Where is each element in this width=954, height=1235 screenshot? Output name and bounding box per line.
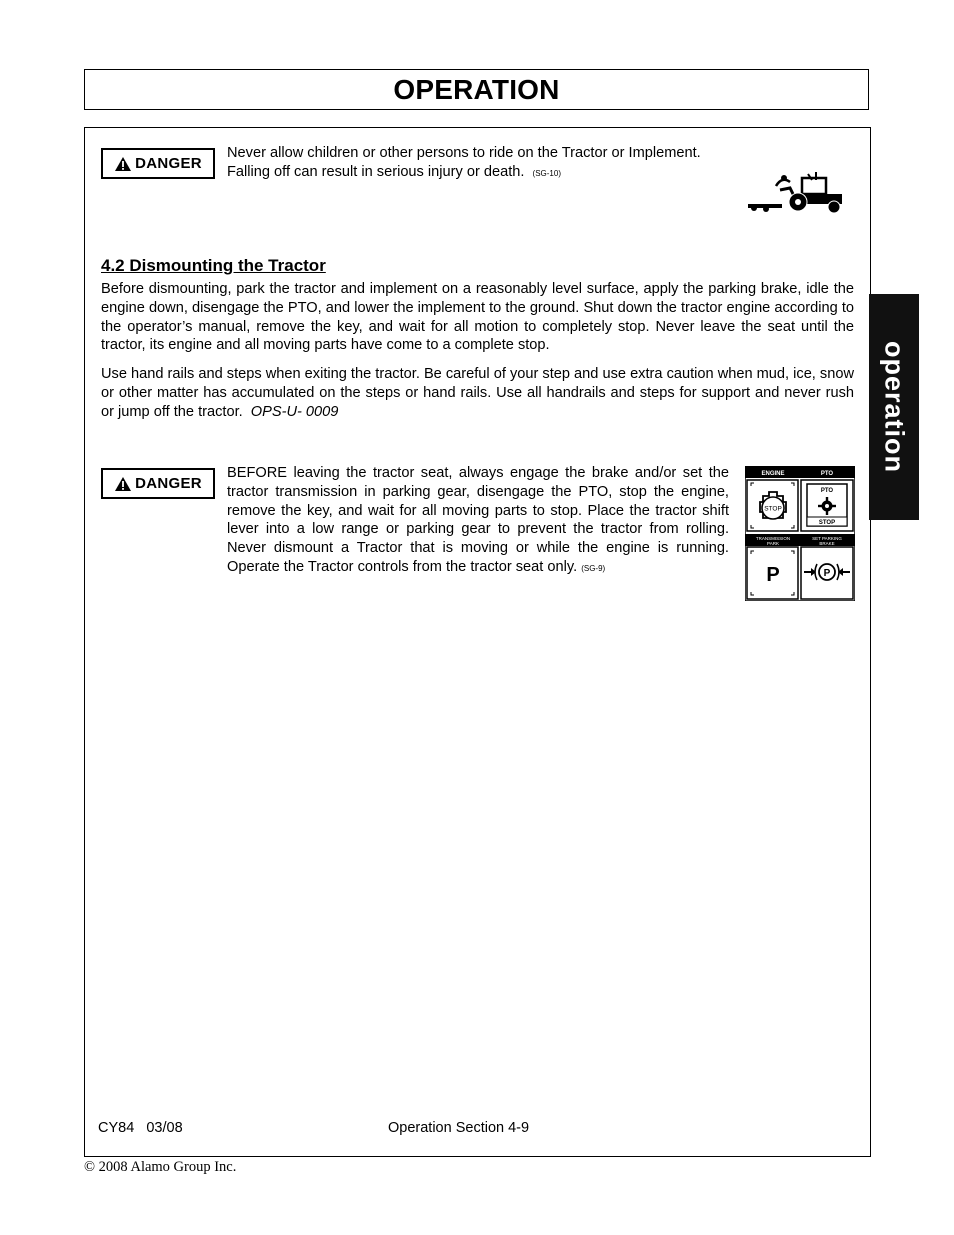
section-paragraph-1: Before dismounting, park the tractor and implement on a reasonably level surface, apply the parking brake, idle the engine down, disengage the PTO, and lower the implement to the ground. Shut down the tractor engine according to the operator’s manual, remove the key, and wait for all motion to completely stop. Never leave the seat until the tractor, its engine and all moving parts have come to a complete stop.: [101, 281, 854, 354]
copyright: © 2008 Alamo Group Inc.: [84, 1159, 237, 1175]
danger-label-1: [101, 148, 215, 179]
pto-label: PTO: [820, 471, 834, 477]
section-paragraph-2: [101, 365, 854, 421]
pto-stop-label: STOP: [818, 520, 836, 526]
side-tab: [869, 294, 919, 520]
park-label: PARK: [767, 541, 779, 546]
header-title: OPERATION: [393, 73, 560, 105]
engine-label: ENGINE: [761, 471, 785, 477]
danger-label-text: DANGER: [135, 475, 202, 492]
section-paragraph-2-ref: OPS-U- 0009: [250, 403, 339, 420]
parking-brake-p: P: [823, 568, 831, 579]
tractor-fall-pictogram: [746, 168, 846, 216]
pto-inner-label: PTO: [820, 488, 834, 494]
section-paragraph-2-text: Use hand rails and steps when exiting the tractor. Be careful of your step and use extra caution when mud, ice, snow or other matter has accumulated on the steps or hand rails. Use all handrails and steps for support and never rush or jump off the tractor.: [101, 366, 854, 420]
section-heading: 4.2 Dismounting the Tractor: [101, 256, 326, 275]
danger-1-line2: Falling off can result in serious injury or death.: [227, 163, 525, 180]
page-header: [84, 69, 869, 110]
transmission-label: TRANSMISSION: [755, 536, 791, 541]
danger-1-text: [227, 144, 747, 184]
danger-2-text: [227, 464, 729, 579]
brake-label: BRAKE: [819, 541, 835, 546]
footer-page-label: Operation Section 4-9: [388, 1120, 530, 1136]
warning-icon: [114, 156, 132, 172]
danger-2-ref: (SG-9): [581, 563, 606, 573]
park-gear-symbol: P: [766, 564, 780, 586]
engine-stop-label: STOP: [764, 505, 782, 513]
side-tab-label: operation: [879, 340, 910, 473]
footer-model-date: CY84 03/08: [98, 1120, 183, 1136]
set-parking-label: SET PARKING: [812, 536, 842, 541]
danger-1-ref: (SG-10): [532, 168, 561, 178]
danger-1-line1: Never allow children or other persons to ride on the Tractor or Implement.: [227, 145, 701, 161]
warning-icon: [114, 476, 132, 492]
danger-label-2: [101, 468, 215, 499]
danger-2-body: BEFORE leaving the tractor seat, always engage the brake and/or set the tractor transmission in parking gear, disengage the PTO, stop the engine, remove the key, and wait for all moving parts to stop. Place the tractor shift lever into a low range or parking gear to prevent the tractor from rolling. Never dismount a Tractor that is moving or while the engine is running. Operate the Tractor controls from the tractor seat only.: [227, 465, 729, 575]
tractor-controls-pictogram: [745, 466, 855, 601]
danger-label-text: DANGER: [135, 155, 202, 172]
